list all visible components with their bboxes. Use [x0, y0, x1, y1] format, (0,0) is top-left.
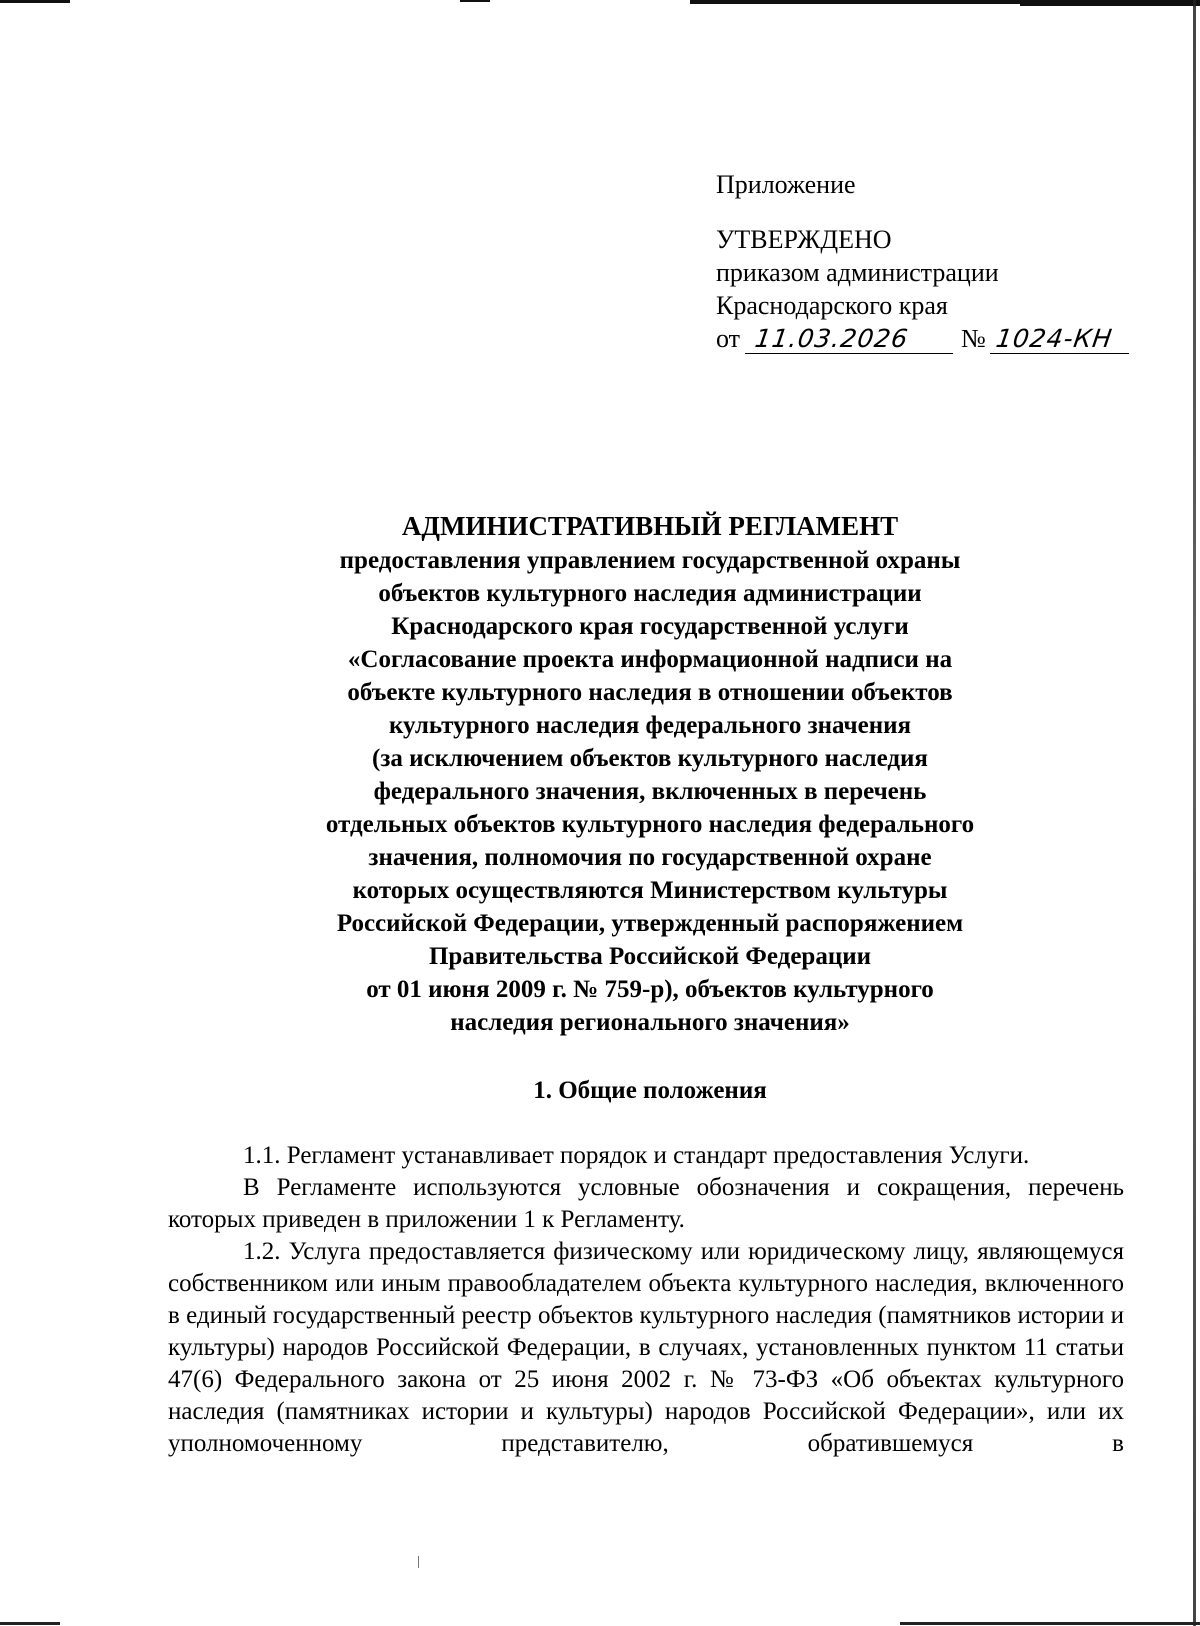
title-line: Краснодарского края государственной услуги: [391, 613, 909, 640]
scan-edge-top: [0, 0, 1200, 8]
title-line: Правительства Российской Федерации: [428, 943, 872, 970]
handwritten-date: 11.03.2026: [744, 325, 956, 354]
title-line: (за исключением объектов культурного наследия: [372, 745, 928, 772]
title-line: отдельных объектов культурного наследия федерального: [325, 811, 975, 838]
section-heading: 1. Общие положения: [533, 1077, 767, 1104]
paragraph: В Регламенте используются условные обозначения и сокращения, перечень которых приведен в приложении 1 к Регламенту.: [168, 1174, 1124, 1233]
paragraph: 1.1. Регламент устанавливает порядок и стандарт предоставления Услуги.: [243, 1142, 1030, 1169]
title-main: АДМИНИСТРАТИВНЫЙ РЕГЛАМЕНТ: [401, 511, 899, 541]
approval-block: [716, 168, 1156, 355]
title-line: предоставления управлением государственной охраны: [339, 547, 961, 574]
title-line: наследия регионального значения»: [450, 1009, 850, 1036]
title-line: Российской Федерации, утвержденный распоряжением: [336, 910, 964, 937]
handwritten-number: 1024-КН: [990, 325, 1133, 354]
title-line: объекте культурного наследия в отношении объектов: [347, 679, 953, 706]
title-line: «Согласование проекта информационной надписи на: [347, 646, 953, 673]
order-line-2: Краснодарского края: [716, 291, 948, 320]
number-label: №: [961, 324, 986, 353]
title-line: значения, полномочия по государственной охране: [368, 844, 932, 871]
scan-edge-bottom: [0, 1620, 1200, 1626]
paragraph: 1.2. Услуга предоставляется физическому или юридическому лицу, являющемуся собственником или иным правообладателем объекта культурного наследия, включенного в единый государственный реестр объектов культурного наследия (памятников истории и культуры) народов Российской Федерации, в случаях, установленных пунктом 11 статьи 47(6) Федерального закона от 25 июня 2002 г. № 73-ФЗ «Об объектах культурного наследия (памятниках истории и культуры) народов Российской Федерации», или их уполномоченному представителю, обратившемуся в: [168, 1238, 1124, 1457]
title-line: культурного наследия федерального значения: [388, 712, 912, 739]
title-line: федерального значения, включенных в перечень: [373, 778, 927, 805]
document-title: [240, 510, 1060, 1039]
order-line-1: приказом администрации: [716, 258, 999, 287]
scan-mark: [418, 1556, 419, 1568]
title-line: от 01 июня 2009 г. № 759-р), объектов культурного: [366, 976, 934, 1003]
approved-label: УТВЕРЖДЕНО: [716, 225, 892, 254]
order-date-number-line: [716, 322, 1156, 355]
scan-edge-right: [1193, 0, 1196, 1626]
section-body: [168, 1140, 1124, 1460]
title-line: которых осуществляются Министерством культуры: [352, 877, 948, 904]
attachment-label: Приложение: [716, 170, 856, 199]
from-label: от: [716, 324, 741, 353]
title-line: объектов культурного наследия администрации: [378, 580, 922, 607]
